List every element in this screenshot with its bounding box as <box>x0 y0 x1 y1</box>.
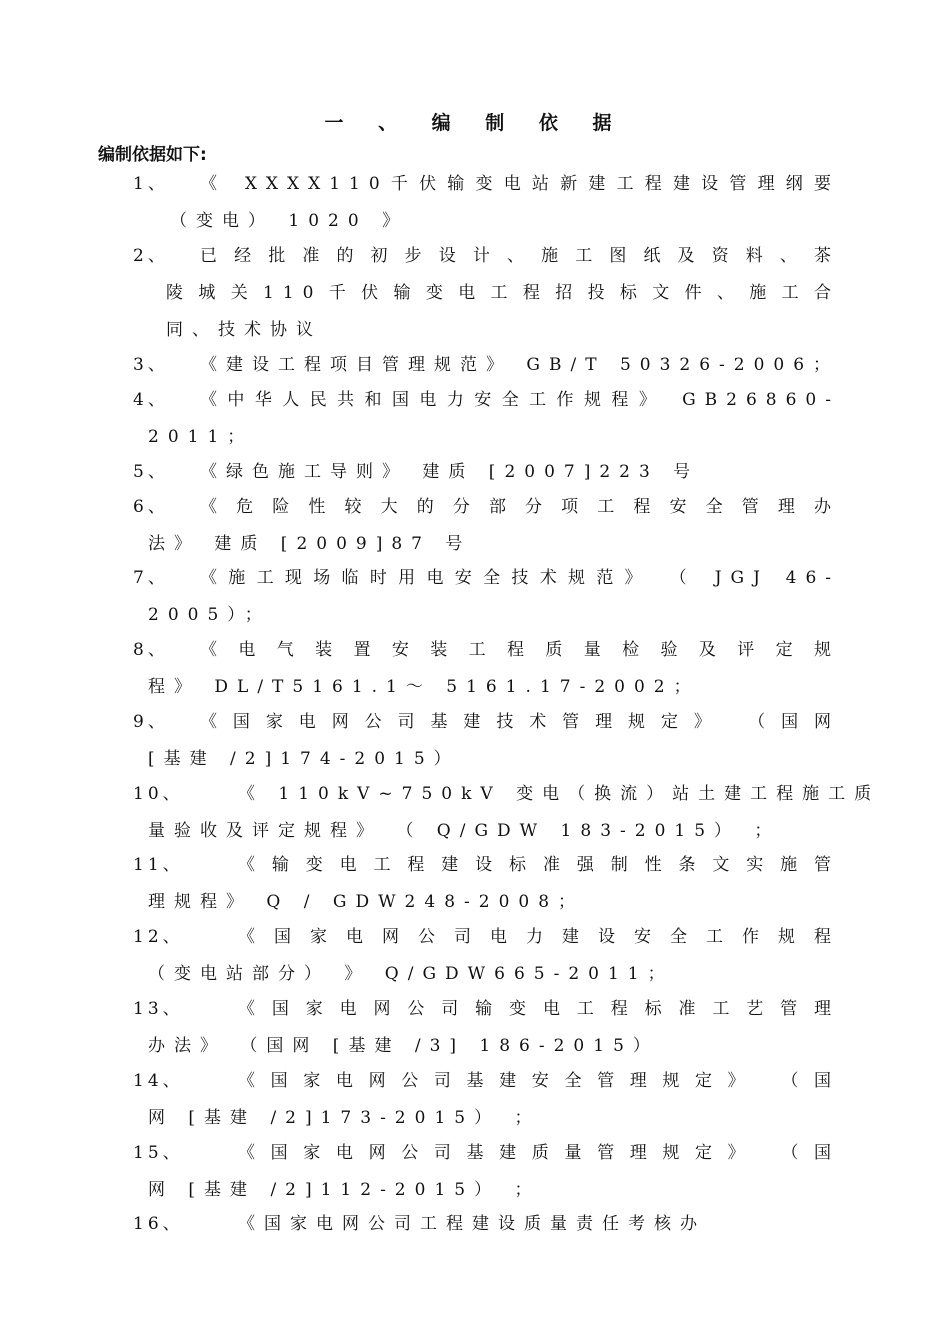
list-item-number: 16、 <box>133 1214 184 1234</box>
list-item-text: 《国家电网公司基建安全管理规定》 （国 <box>238 1071 840 1091</box>
list-item-number: 12、 <box>133 927 184 947</box>
list-item-text: 《国家电网公司基建质量管理规定》 （国 <box>238 1143 840 1163</box>
list-item-number: 6、 <box>133 497 169 517</box>
list-item-number: 10、 <box>133 784 184 804</box>
list-item-number: 14、 <box>133 1071 184 1091</box>
list-item-number: 15、 <box>133 1143 184 1163</box>
list-item-text: 量验收及评定规程》 （ Q/GDW 183-2015） ； <box>148 821 781 841</box>
list-item-text: （变电） 1020 》 <box>170 211 409 231</box>
list-item-text: 已经批准的初步设计、施工图纸及资料、茶 <box>200 246 840 266</box>
list-item-text: 《绿色施工导则》 建质 [2007]223 号 <box>200 462 700 482</box>
list-item-text: 陵城关110千伏输变电工程招投标文件、施工合 <box>166 283 840 303</box>
list-item-text: 《国家电网公司工程建设质量责任考核办 <box>238 1214 706 1234</box>
list-item-text: 网 [基建 /2]112-2015） ； <box>148 1180 541 1200</box>
list-item-text: 法》 建质 [2009]87 号 <box>148 534 472 554</box>
list-item-text: 《国家电网公司电力建设安全工作规程 <box>238 927 840 947</box>
list-item-text: 《国家电网公司基建技术管理规定》 （国网 <box>200 712 840 732</box>
list-item-text: 《建设工程项目管理规范》 GB/T 50326-2006； <box>200 355 840 375</box>
list-item-text: 网 [基建 /2]173-2015） ； <box>148 1108 541 1128</box>
list-item-number: 13、 <box>133 999 184 1019</box>
list-item-number: 7、 <box>133 568 169 588</box>
list-item-number: 11、 <box>133 855 184 875</box>
list-item-number: 2、 <box>133 246 169 266</box>
list-item-number: 3、 <box>133 355 169 375</box>
list-item-text: 《 XXXX110千伏输变电站新建工程建设管理纲要 <box>200 174 840 194</box>
list-item-text: 2005）； <box>148 605 271 625</box>
list-item-text: 《国家电网公司输变电工程标准工艺管理 <box>238 999 840 1019</box>
list-item-text: 《 110kV~750kV 变电（换流）站土建工程施工质 <box>238 784 881 804</box>
list-item-text: 同、技术协议 <box>166 320 322 340</box>
list-item-number: 5、 <box>133 462 169 482</box>
list-item-number: 9、 <box>133 712 169 732</box>
list-item-text: （变电站部分） 》 Q/GDW665-2011； <box>148 964 674 984</box>
list-item-text: [基建 /2]174-2015） <box>148 749 460 769</box>
list-item-text: 《施工现场临时用电安全技术规范》 （ JGJ 46- <box>200 568 840 588</box>
list-item-text: 《中华人民共和国电力安全工作规程》 GB26860- <box>200 390 840 410</box>
intro-text: 编制依据如下: <box>98 145 207 165</box>
list-item-text: 《输变电工程建设标准强制性条文实施管 <box>238 855 840 875</box>
list-item-text: 程》 DL/T5161.1～ 5161.17-2002； <box>148 677 700 697</box>
list-item-number: 1、 <box>133 174 169 194</box>
list-item-text: 办法》 （国网 [基建 /3] 186-2015） <box>148 1036 659 1056</box>
list-item-text: 2011； <box>148 427 254 447</box>
list-item-number: 8、 <box>133 640 169 660</box>
list-item-text: 《电气装置安装工程质量检验及评定规 <box>200 640 840 660</box>
list-item-number: 4、 <box>133 390 169 410</box>
section-title: 一 、 编 制 依 据 <box>324 112 626 134</box>
list-item-text: 理规程》 Q / GDW248-2008； <box>148 892 585 912</box>
list-item-text: 《危险性较大的分部分项工程安全管理办 <box>200 497 840 517</box>
